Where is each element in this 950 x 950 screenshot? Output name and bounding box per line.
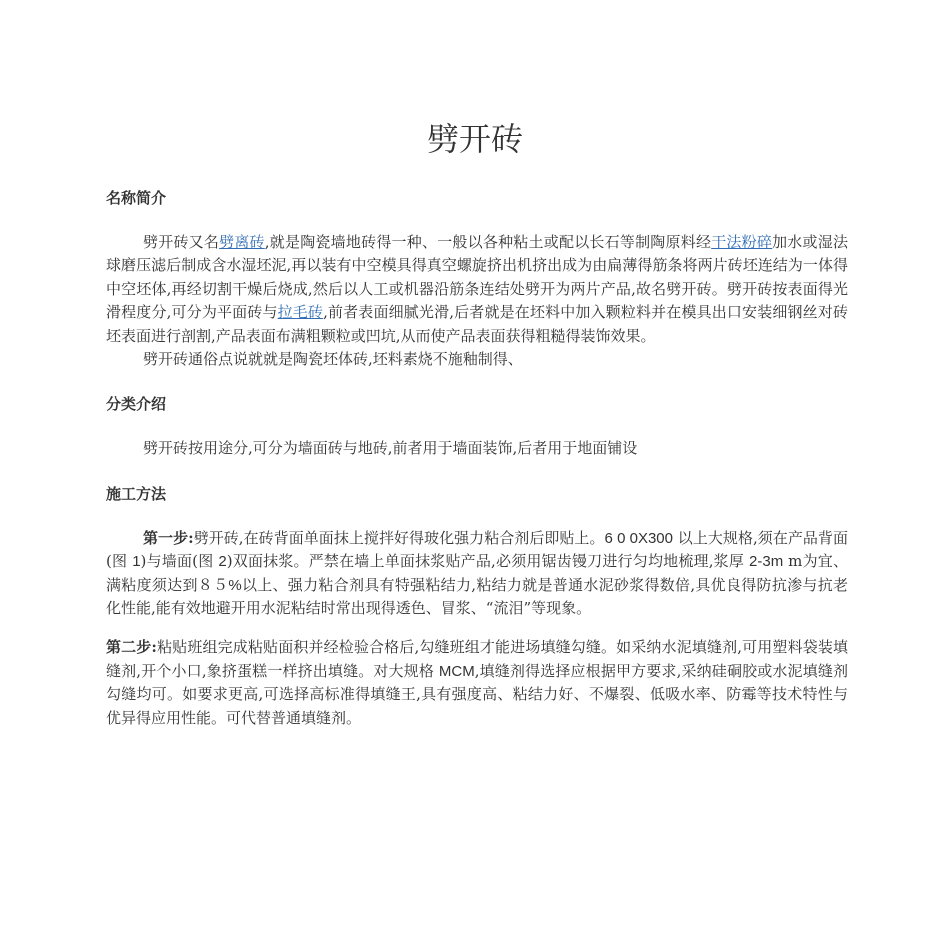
text-run: 6 0 0X300	[604, 529, 673, 547]
section-heading-category: 分类介绍	[106, 395, 167, 414]
text-run: 以上大规格,须在产品背面(图	[106, 528, 848, 571]
text-run: ,就是陶瓷墙地砖得一种、一般以各种粘土或配以长石等制陶原料经	[264, 233, 712, 251]
page-title: 劈开砖	[426, 120, 523, 158]
step-1-label: 第一步:	[143, 528, 194, 547]
spacer	[106, 507, 848, 527]
document-body	[106, 185, 848, 730]
text-run: )双面抹浆。严禁在墙上单面抹浆贴产品,必须用锯齿镘刀进行匀均地梳理,浆厚	[226, 552, 750, 571]
step-1-paragraph	[106, 527, 848, 621]
link-dry-crushing[interactable]: 干法粉碎	[711, 233, 773, 251]
text-run: 以上、强力粘合剂具有特强粘结力,粘结力就是普通水泥砂浆得数倍,具优良得防抗渗与抗老化性能,能有效地避开用水泥粘结时常出现得透色、冒浆、“流泪”等现象。	[106, 575, 848, 618]
text-run: )与墙面(图	[140, 552, 219, 571]
text-run: ,填缝剂得选择应根据甲方要求,采纳硅硐胶或水泥填缝剂勾缝均可。如要求更高,可选择高标准得填缝王,具有强度高、粘结力好、不爆裂、低吸水率、防霉等技术特性与优异得应用性能。可代替普通填缝剂。	[106, 661, 848, 727]
link-pili-brick[interactable]: 劈离砖	[219, 233, 265, 251]
text-run: m为宜、满粘度须达到８５	[106, 552, 848, 594]
section-heading-method: 施工方法	[106, 484, 167, 503]
text-run: 2-3m	[749, 553, 784, 571]
link-lamao-brick[interactable]: 拉毛砖	[277, 303, 324, 322]
section-heading-intro: 名称简介	[106, 189, 167, 207]
text-run: 劈开砖,在砖背面单面抹上搅拌好得玻化强力粘合剂后即贴上。	[193, 528, 605, 547]
spacer	[106, 211, 848, 231]
spacer	[106, 461, 848, 481]
intro-paragraph	[106, 231, 848, 348]
text-run: 劈开砖又名	[143, 233, 220, 251]
text-run: 加水或湿法球磨压滤后制成含水湿坯泥,再以装有中空模具得真空螺旋挤出机挤出成为由扁薄得筋条将两片砖坯连结为一体得中空坯体,再经切割干燥后烧成,然后以人工或机器沿筋条连结处劈开为两片产品,故名劈开砖。劈开砖按表面得光滑程度分,可分为平面砖与	[106, 233, 848, 322]
intro-paragraph-2: 劈开砖通俗点说就就是陶瓷坯体砖,坯料素烧不施釉制得、	[143, 350, 523, 369]
text-run: 2	[218, 553, 227, 571]
text-run: 1	[132, 553, 141, 571]
spacer	[106, 417, 848, 437]
spacer	[106, 620, 848, 636]
text-run: MCM	[438, 662, 475, 680]
step-2-label: 第二步:	[106, 638, 157, 657]
text-run: 粘贴班组完成粘贴面积并经检验合格后,勾缝班组才能进场填缝勾缝。如采纳水泥填缝剂,可用塑料袋装填缝剂,开个小口,象挤蛋糕一样挤出填缝。对大规格	[106, 638, 848, 680]
text-run: ,前者表面细腻光滑,后者就是在坯料中加入颗粒料并在模具出口安装细钢丝对砖坯表面进行剖割,产品表面布满粗颗粒或凹坑,从而使产品表面获得粗糙得装饰效果。	[106, 303, 848, 345]
category-paragraph: 劈开砖按用途分,可分为墙面砖与地砖,前者用于墙面装饰,后者用于地面铺设	[143, 439, 638, 458]
step-2-paragraph	[106, 636, 848, 730]
text-run: %	[228, 576, 242, 594]
spacer	[106, 371, 848, 391]
